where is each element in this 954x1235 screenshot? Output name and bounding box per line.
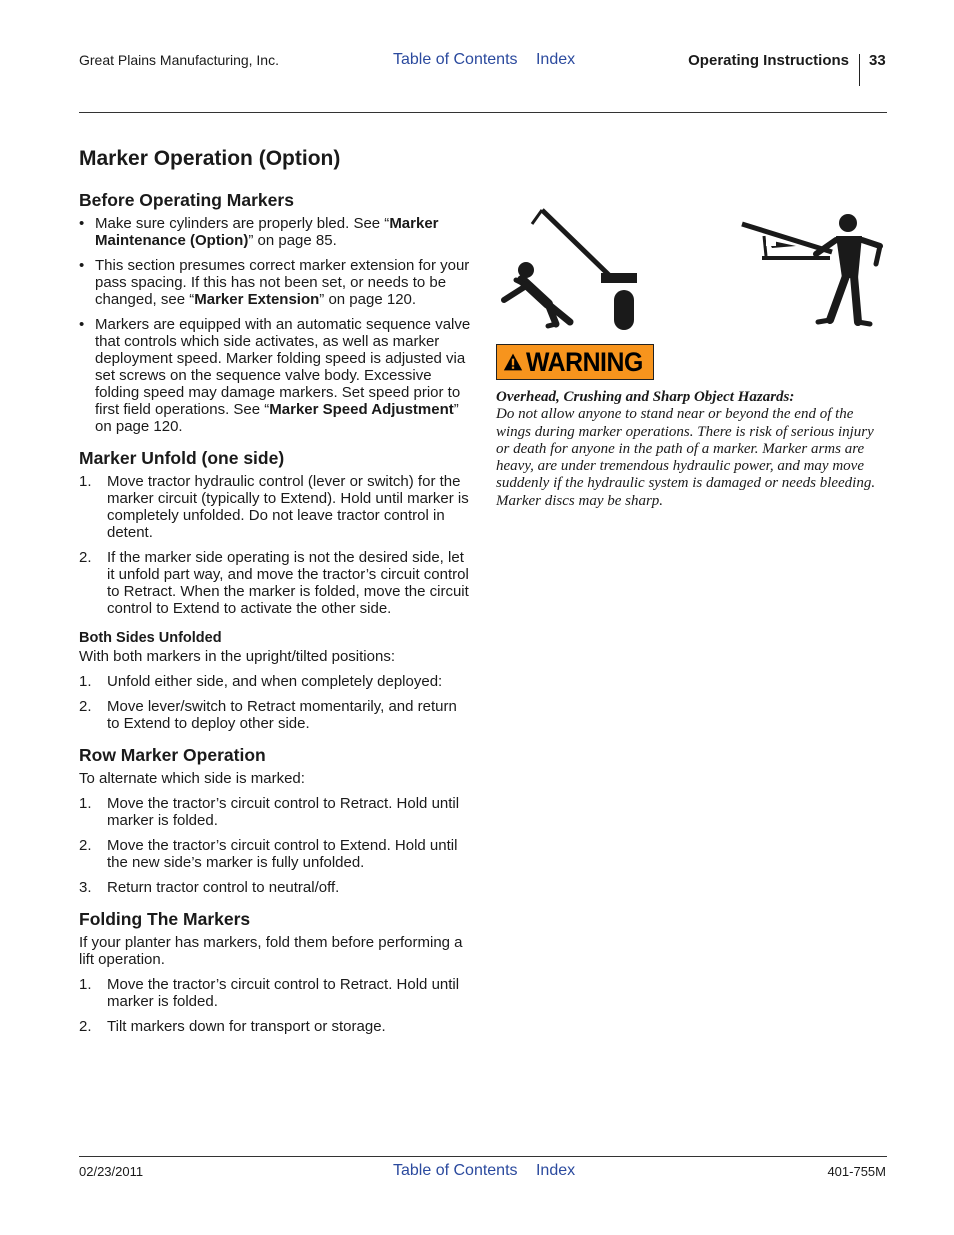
- hazard-title: Overhead, Crushing and Sharp Object Hazards:: [496, 389, 795, 405]
- list-item: 2. Move lever/switch to Retract momentarily, and return to Extend to deploy other side.: [79, 698, 457, 732]
- footer-index-link[interactable]: Index: [535, 1162, 576, 1179]
- list-item: 2. If the marker side operating is not the desired side, let it unfold part way, and move the tractor’s circuit control to Retract. When the marker is folded, move the circuit control to Extend to activate the other side.: [79, 549, 469, 617]
- list-item: 2. Move the tractor’s circuit control to Extend. Hold until the new side’s marker is fully unfolded.: [79, 837, 458, 871]
- header-toc-link[interactable]: Table of Contents: [393, 51, 518, 68]
- page-number: 33: [869, 52, 886, 69]
- cross-reference: Marker Maintenance (Option): [95, 215, 439, 249]
- list-item: 3. Return tractor control to neutral/off.: [79, 879, 340, 896]
- list-item: • This section presumes correct marker extension for your pass spacing. If this has not been set, or needs to be changed, see “Marker Extension” on page 120.: [79, 257, 470, 308]
- hazard-illustration: [496, 204, 888, 339]
- folding-steps: [79, 976, 471, 1035]
- header-section-title: Operating Instructions: [688, 52, 849, 69]
- row-steps: [79, 795, 471, 896]
- bullet: •: [79, 316, 85, 333]
- header-company: Great Plains Manufacturing, Inc.: [79, 52, 279, 68]
- main-column: [79, 146, 471, 1047]
- both-intro: With both markers in the upright/tilted positions:: [79, 648, 395, 665]
- warning-banner: [496, 344, 654, 380]
- header-index-link[interactable]: Index: [535, 51, 576, 68]
- footer-rule: [79, 1156, 887, 1157]
- row-intro: To alternate which side is marked:: [79, 770, 305, 787]
- bullet: •: [79, 215, 85, 232]
- header-divider: [859, 54, 860, 86]
- header-rule: [79, 112, 887, 113]
- before-list: [79, 215, 471, 435]
- list-item: • Make sure cylinders are properly bled. See “Marker Maintenance (Option)” on page 85.: [79, 215, 439, 249]
- list-item: 1. Move the tractor’s circuit control to Retract. Hold until marker is folded.: [79, 795, 460, 829]
- list-item: 1. Unfold either side, and when completely deployed:: [79, 673, 443, 690]
- list-item: 2. Tilt markers down for transport or storage.: [79, 1018, 386, 1035]
- section-heading-before: Before Operating Markers: [79, 190, 294, 210]
- hazard-message: [496, 389, 888, 510]
- footer-nav: [393, 1162, 589, 1180]
- hazard-pictogram-icon: [496, 204, 888, 339]
- footer-date: 02/23/2011: [79, 1164, 144, 1179]
- section-heading-row: Row Marker Operation: [79, 745, 266, 765]
- folding-intro: If your planter has markers, fold them before performing a lift operation.: [79, 934, 463, 968]
- cross-reference: Marker Speed Adjustment: [269, 401, 454, 418]
- cross-reference: Marker Extension: [194, 291, 320, 308]
- list-item: 1. Move tractor hydraulic control (lever or switch) for the marker circuit (typically to Extend). Hold until marker is completely unfolded. Do not leave tractor control in detent.: [79, 473, 469, 541]
- footer-toc-link[interactable]: Table of Contents: [393, 1162, 518, 1179]
- unfold-steps: [79, 473, 471, 617]
- section-heading-unfold: Marker Unfold (one side): [79, 448, 285, 468]
- bullet: •: [79, 257, 85, 274]
- list-item: • Markers are equipped with an automatic sequence valve that controls which side activates, as well as marker deployment speed. Marker folding speed is adjusted via set screws on the sequence valve body. Excessive folding speed may damage markers. Set speed prior to first field operations. See “Marker Speed Adjustment” on page 120.: [79, 316, 471, 435]
- list-item: 1. Move the tractor’s circuit control to Retract. Hold until marker is folded.: [79, 976, 460, 1010]
- header-nav: [393, 51, 589, 69]
- section-heading-folding: Folding The Markers: [79, 909, 251, 929]
- page-title: Marker Operation (Option): [79, 147, 341, 170]
- footer-doc-number: 401-755M: [827, 1164, 886, 1179]
- subheading-both-sides: Both Sides Unfolded: [79, 630, 222, 646]
- warning-label: WARNING: [526, 346, 643, 377]
- warning-panel: [496, 204, 888, 510]
- both-steps: [79, 673, 471, 732]
- hazard-text: Do not allow anyone to stand near or beyond the end of the wings during marker operations. There is risk of serious injury or death for anyone in the path of a marker. Marker arms are heavy, are under tremendous hydraulic power, and may move suddenly if the hydraulic system is damaged or needs bleeding. Marker discs may be sharp.: [496, 406, 876, 509]
- warning-triangle-icon: [503, 350, 523, 374]
